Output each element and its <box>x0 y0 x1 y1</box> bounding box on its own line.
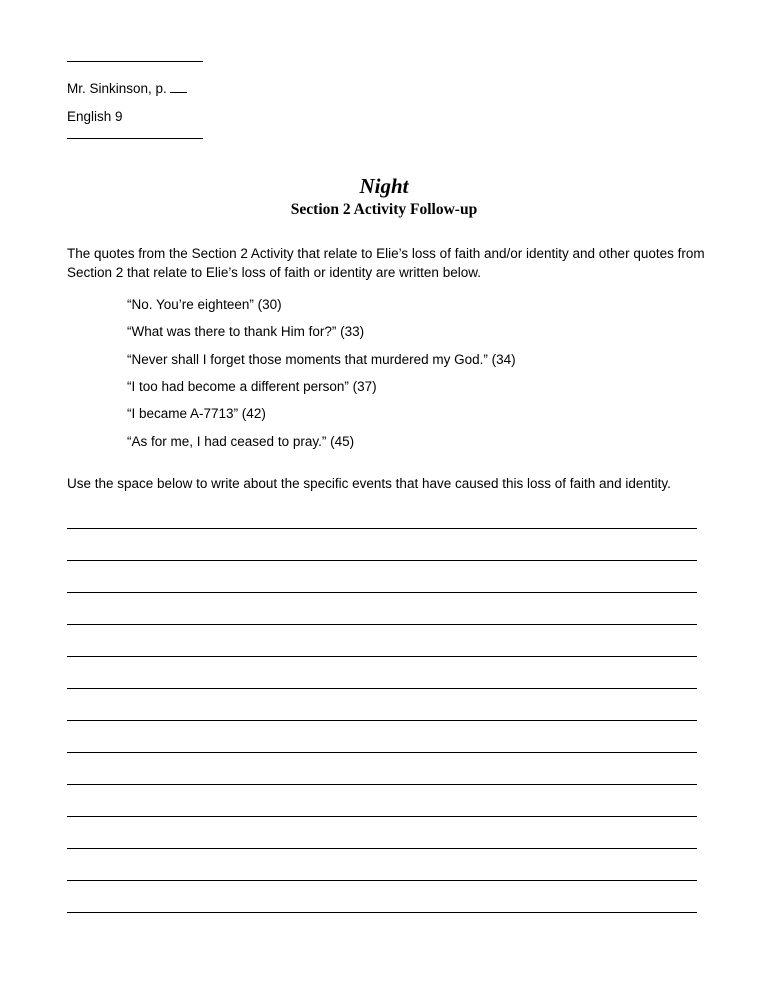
writing-line[interactable] <box>67 688 697 689</box>
writing-line[interactable] <box>67 752 697 753</box>
quote-item: “No. You’re eighteen” (30) <box>127 297 282 312</box>
writing-line[interactable] <box>67 656 697 657</box>
prompt-paragraph: Use the space below to write about the specific events that have caused this loss of faith and identity. <box>67 476 671 491</box>
writing-line[interactable] <box>67 816 697 817</box>
teacher-label: Mr. Sinkinson, p. <box>67 81 167 96</box>
quote-item: “I became A-7713” (42) <box>127 406 266 422</box>
writing-line[interactable] <box>67 720 697 721</box>
writing-line[interactable] <box>67 592 697 593</box>
writing-line[interactable] <box>67 880 697 881</box>
date-blank-line[interactable] <box>67 138 203 139</box>
document-title: Night <box>359 174 409 198</box>
teacher-period <box>67 80 187 96</box>
document-subtitle: Section 2 Activity Follow-up <box>290 201 478 218</box>
quote-item: “As for me, I had ceased to pray.” (45) <box>127 433 355 449</box>
writing-line[interactable] <box>67 624 697 625</box>
writing-line[interactable] <box>67 784 697 785</box>
quote-item: “I too had become a different person” (37) <box>127 378 377 394</box>
period-blank[interactable] <box>170 80 187 93</box>
writing-line[interactable] <box>67 848 697 849</box>
quote-item: “Never shall I forget those moments that murdered my God.” (34) <box>127 351 516 367</box>
writing-line[interactable] <box>67 912 697 913</box>
course-label: English 9 <box>67 109 123 124</box>
quote-item: “What was there to thank Him for?” (33) <box>127 324 365 340</box>
name-blank-line[interactable] <box>67 61 203 62</box>
writing-line[interactable] <box>67 528 697 529</box>
writing-line[interactable] <box>67 560 697 561</box>
intro-paragraph: The quotes from the Section 2 Activity that relate to Elie’s loss of faith and/or identity and other quotes from Section 2 that relate to Elie’s loss of faith or identity are written below. <box>67 246 705 280</box>
